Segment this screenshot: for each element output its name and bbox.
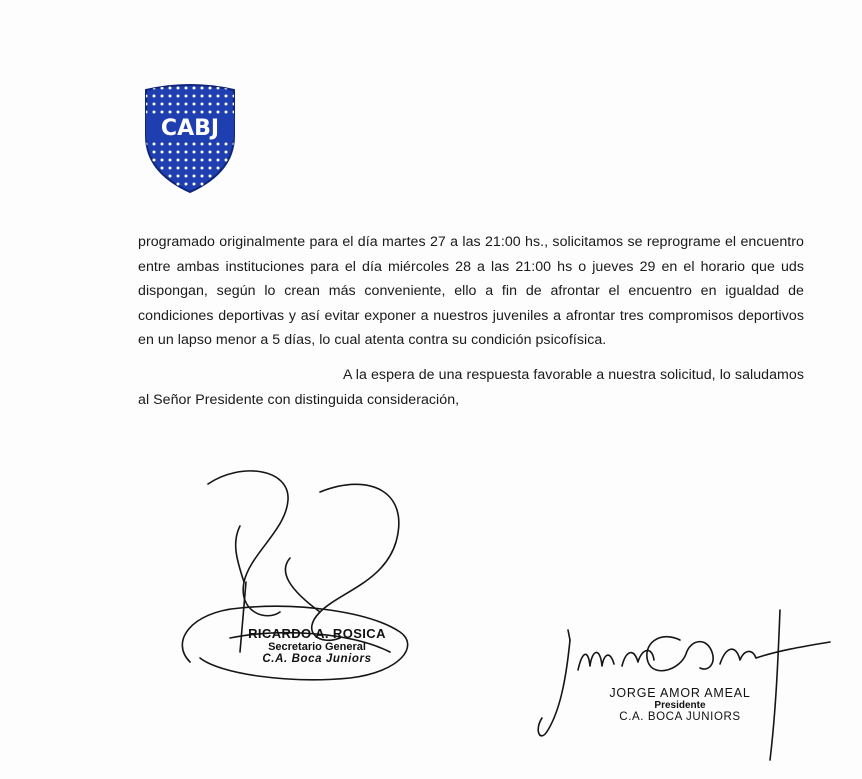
signatory-left-name: RICARDO A. ROSICA [248, 626, 386, 641]
letter-body [138, 230, 804, 412]
handwritten-signature-right [530, 600, 840, 770]
signatory-left-role: Secretario General [268, 641, 366, 653]
crest-text: CABJ [160, 116, 220, 141]
signatory-right-club: C.A. BOCA JUNIORS [619, 711, 741, 723]
handwritten-signature-left [170, 462, 440, 702]
signatory-right-role: Presidente [654, 700, 706, 711]
signatory-right [580, 686, 780, 724]
signatory-right-name: JORGE AMOR AMEAL [609, 686, 751, 700]
body-paragraph-1: programado originalmente para el día martes 27 a las 21:00 hs., solicitamos se reprograme el encuentro entre ambas instituciones para el día miércoles 28 a las 21:00 hs o jueves 29 en el horario que uds dispongan, según lo crean más conveniente, ello a fin de afrontar el encuentro en igualdad de condiciones deportivas y así evitar exponer a nuestros juveniles a afrontar tres compromisos deportivos en un lapso menor a 5 días, lo cual atenta contra su condición psicofísica. [138, 234, 804, 349]
signatory-left-club: C.A. Boca Juniors [262, 653, 372, 665]
signatory-left [222, 626, 412, 666]
body-paragraph-2: A la espera de una respuesta favorable a nuestra solicitud, lo saludamos al Señor Presidente con distinguida consideración, [138, 366, 804, 408]
cabj-crest-logo [142, 84, 238, 194]
